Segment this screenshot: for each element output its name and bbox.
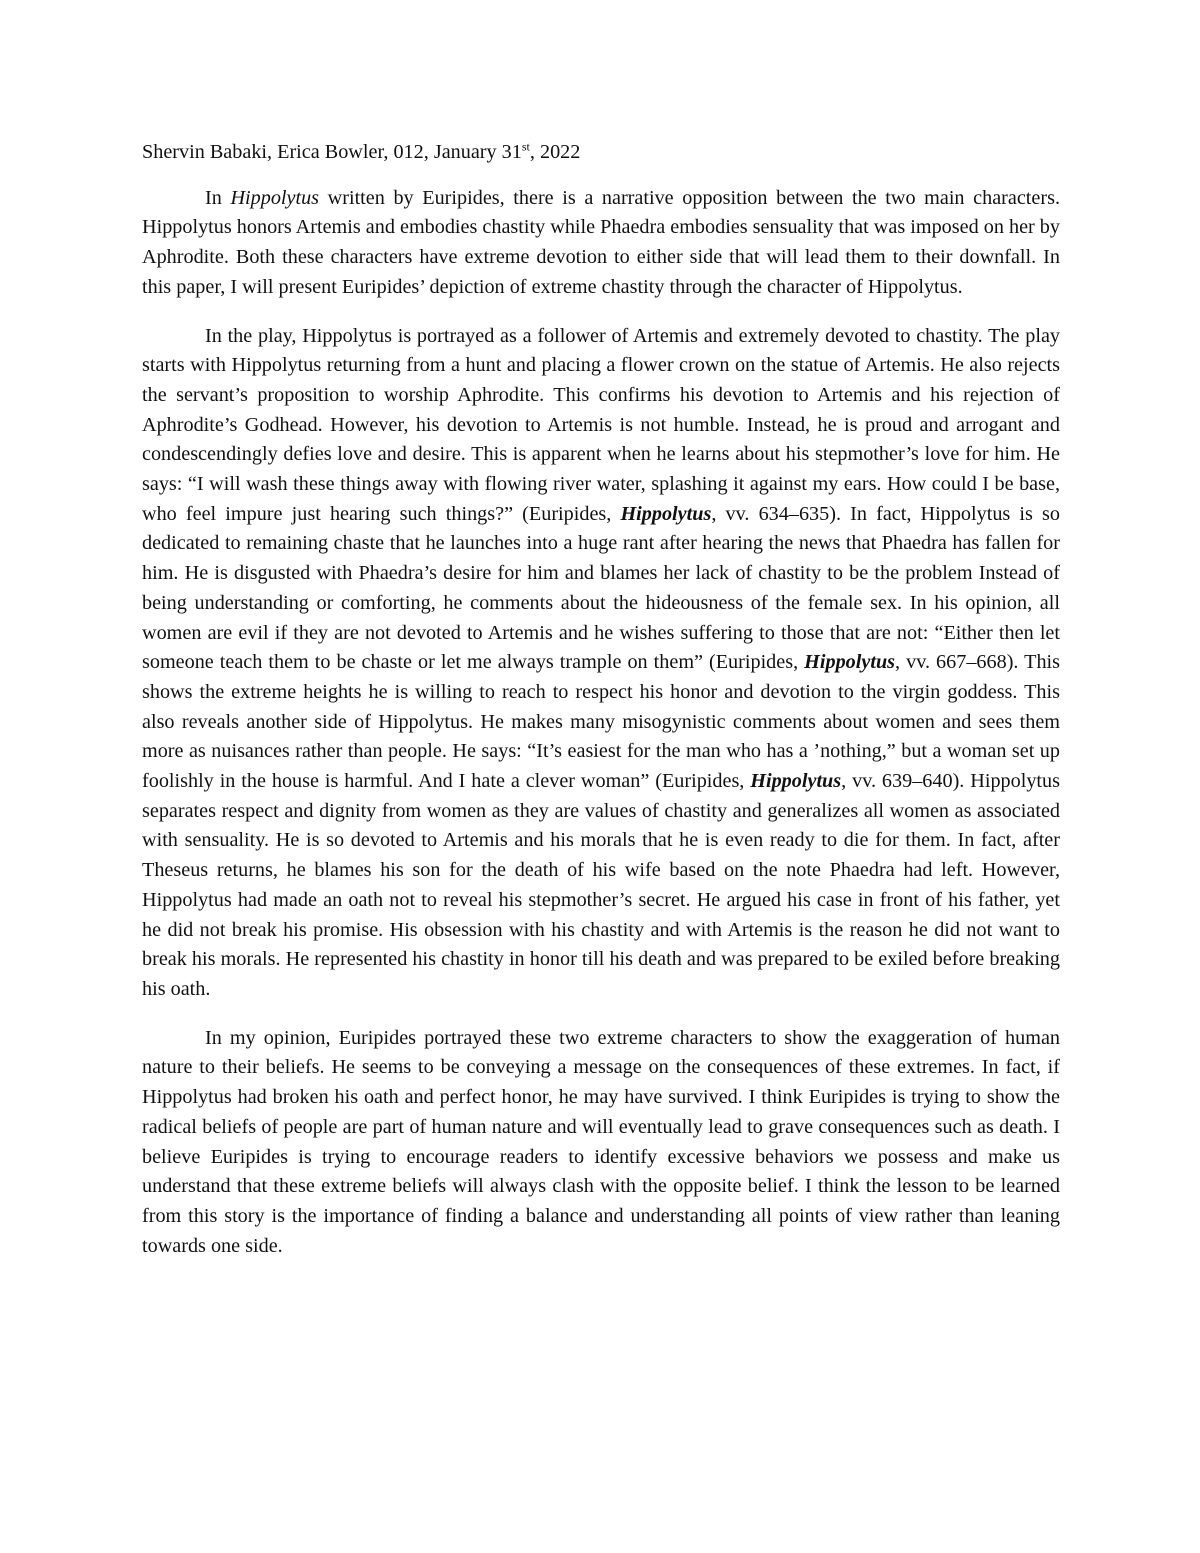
text-run: In (205, 186, 231, 209)
title-reference: Hippolytus (750, 770, 842, 793)
title-reference: Hippolytus (620, 502, 712, 525)
header-year: , 2022 (529, 141, 581, 163)
document-body (142, 138, 1060, 1280)
title-reference: Hippolytus (804, 651, 896, 674)
text-run: , vv. 667–668). This shows the extreme heights he is willing to reach to respect his honor and devotion to the virgin goddess. This also reveals another side of Hippolytus. He makes many misogynistic comments about women and sees them more as nuisances rather than people. He says: “It’s easiest for the man who has a ’nothing,” but a woman set up foolishly in the house is harmful. And I hate a clever woman” (Euripides, (142, 651, 1061, 793)
paragraph-body (142, 322, 1060, 1005)
text-run: written by Euripides, there is a narrative opposition between the two main characters. Hippolytus honors Artemis and embodies chastity while Phaedra embodies sensuality that was imposed on her by Aphrodite. Both these characters have extreme devotion to either side that will lead them to their downfall. In this paper, I will present Euripides’ depiction of extreme chastity through the character of Hippolytus. (142, 186, 1060, 298)
author-date-header (142, 138, 1060, 168)
header-authors: Shervin Babaki, Erica Bowler, 012, January 31 (142, 141, 522, 163)
text-run: In my opinion, Euripides portrayed these two extreme characters to show the exaggeration of human nature to their beliefs. He seems to be conveying a message on the consequences of these extremes. In fact, if Hippolytus had broken his oath and perfect honor, he may have survived. I think Euripides is trying to show the radical beliefs of people are part of human nature and will eventually lead to grave consequences such as death. I believe Euripides is trying to encourage readers to identify excessive behaviors we possess and make us understand that these extreme beliefs will always clash with the opposite belief. I think the lesson to be learned from this story is the importance of finding a balance and understanding all points of view rather than leaning towards one side. (142, 1026, 1060, 1257)
text-run: In the play, Hippolytus is portrayed as a follower of Artemis and extremely devoted to chastity. The play starts with Hippolytus returning from a hunt and placing a flower crown on the statue of Artemis. He also rejects the servant’s proposition to worship Aphrodite. This confirms his devotion to Artemis and his rejection of Aphrodite’s Godhead. However, his devotion to Artemis is not humble. Instead, he is proud and arrogant and condescendingly defies love and desire. This is apparent when he learns about his stepmother’s love for him. He says: “I will wash these things away with flowing river water, splashing it against my ears. How could I be base, who feel impure just hearing such things?” (Euripides, (142, 324, 1060, 525)
paragraph-conclusion (142, 1024, 1060, 1262)
header-date-suffix: st (521, 139, 530, 154)
paragraph-introduction (142, 184, 1060, 303)
text-run: , vv. 634–635). In fact, Hippolytus is so dedicated to remaining chaste that he launches into a huge rant after hearing the news that Phaedra has fallen for him. He is disgusted with Phaedra’s desire for him and blames her lack of chastity to be the problem Instead of being understanding or comforting, he comments about the hideousness of the female sex. In his opinion, all women are evil if they are not devoted to Artemis and he wishes suffering to those that are not: “Either then let someone teach them to be chaste or let me always trample on them” (Euripides, (142, 502, 1060, 674)
text-run: , vv. 639–640). Hippolytus separates respect and dignity from women as they are values of chastity and generalizes all women as associated with sensuality. He is so devoted to Artemis and his morals that he is even ready to die for them. In fact, after Theseus returns, he blames his son for the death of his wife based on the note Phaedra had left. However, Hippolytus had made an oath not to reveal his stepmother’s secret. He argued his case in front of his father, yet he did not break his promise. His obsession with his chastity and with Artemis is the reason he did not want to break his morals. He represented his chastity in honor till his death and was prepared to be exiled before breaking his oath. (142, 770, 1060, 1000)
title-reference: Hippolytus (230, 186, 320, 209)
